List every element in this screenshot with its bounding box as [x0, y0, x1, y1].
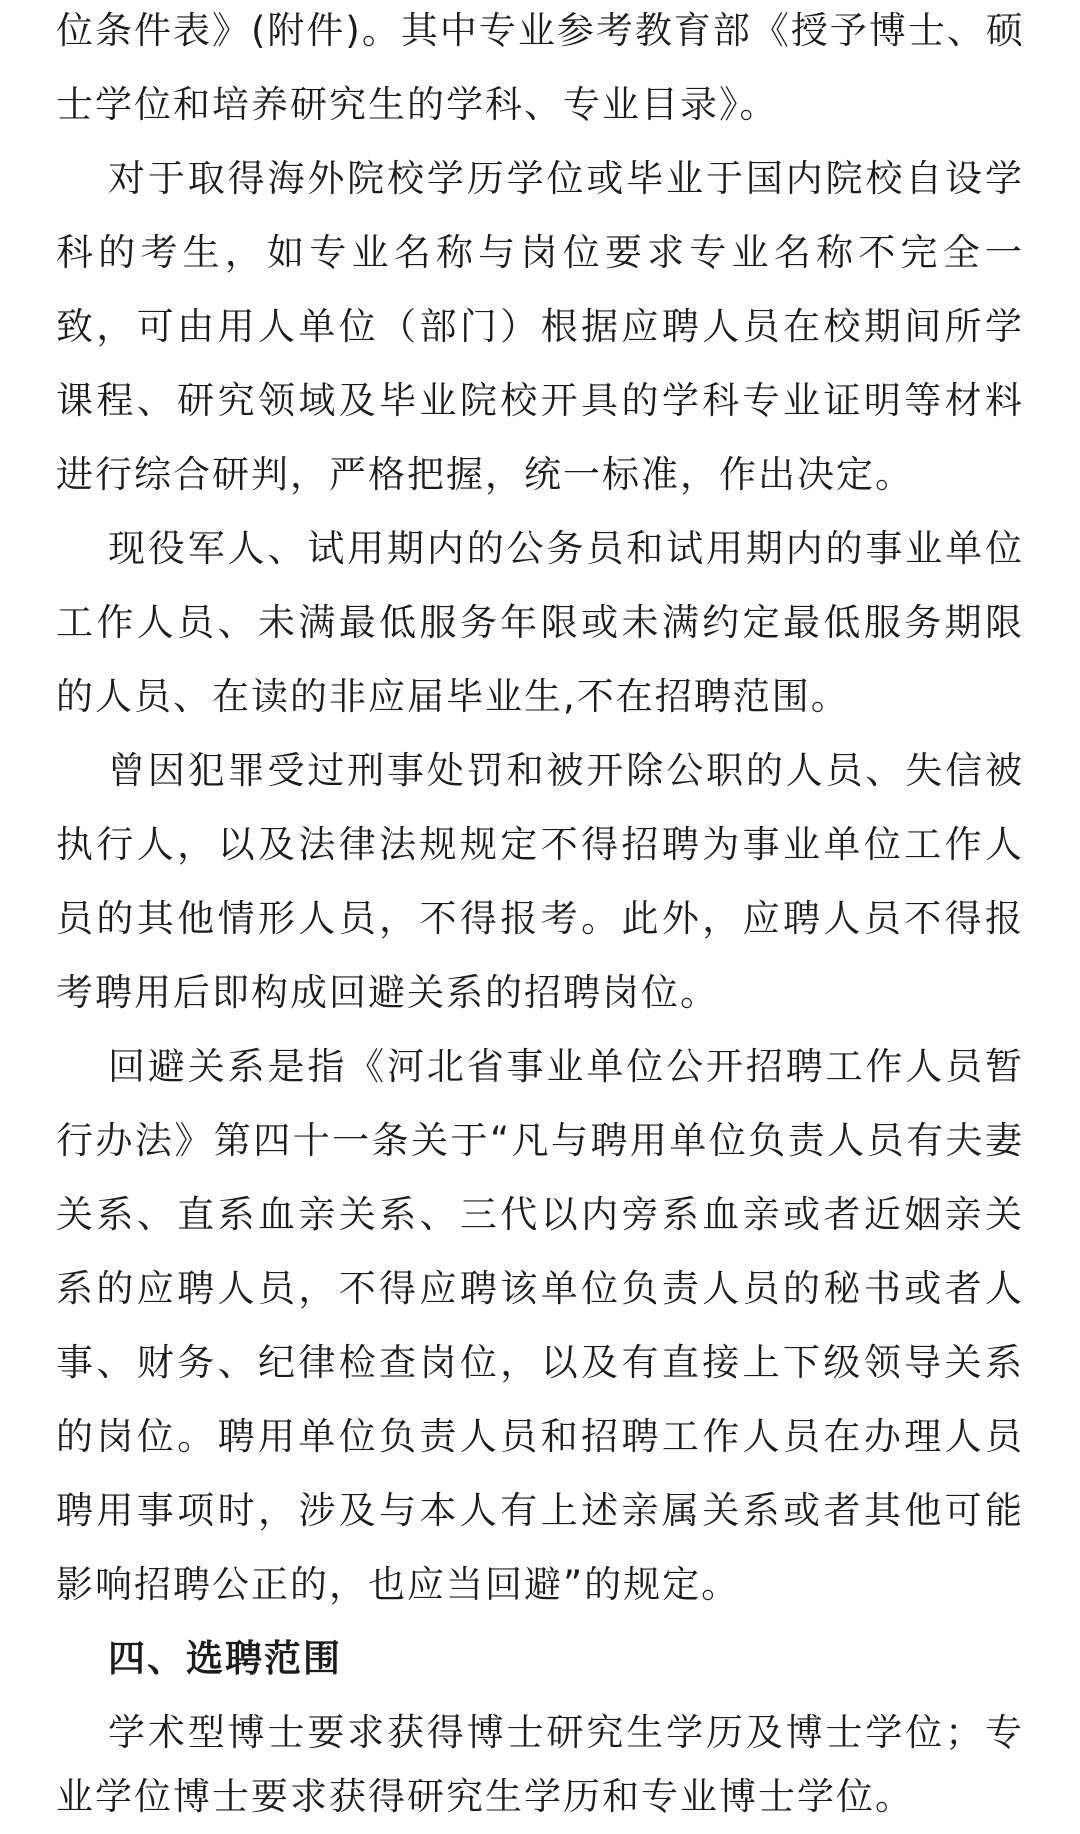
paragraph-first-line: 回避关系是指《河北省事业单位公开招聘工作人员暂 [108, 1045, 1024, 1088]
text-line: 致，可由用人单位（部门）根据应聘人员在校期间所学 [56, 305, 1024, 348]
text-line: 员的其他情形人员，不得报考。此外，应聘人员不得报 [56, 897, 1024, 940]
text-line: 事、财务、纪律检查岗位，以及有直接上下级领导关系 [56, 1341, 1024, 1384]
text-line: 课程、研究领域及毕业院校开具的学科专业证明等材料 [56, 379, 1024, 422]
paragraph-first-line: 现役军人、试用期内的公务员和试用期内的事业单位 [108, 527, 1024, 570]
paragraph-first-line: 对于取得海外院校学历学位或毕业于国内院校自设学 [108, 157, 1024, 200]
text-line: 业学位博士要求获得研究生学历和专业博士学位。 [56, 1775, 914, 1818]
text-line: 工作人员、未满最低服务年限或未满约定最低服务期限 [56, 601, 1024, 644]
text-line: 行办法》第四十一条关于“凡与聘用单位负责人员有夫妻 [56, 1119, 1024, 1162]
text-line: 的岗位。聘用单位负责人员和招聘工作人员在办理人员 [56, 1415, 1024, 1458]
text-line: 进行综合研判，严格把握，统一标准，作出决定。 [56, 453, 914, 496]
text-line: 聘用事项时，涉及与本人有上述亲属关系或者其他可能 [56, 1489, 1024, 1532]
text-line: 关系、直系血亲关系、三代以内旁系血亲或者近姻亲关 [56, 1193, 1024, 1236]
text-line: 位条件表》(附件)。其中专业参考教育部《授予博士、硕 [56, 9, 1025, 52]
text-line: 科的考生，如专业名称与岗位要求专业名称不完全一 [56, 231, 1024, 274]
text-line: 考聘用后即构成回避关系的招聘岗位。 [56, 971, 719, 1014]
paragraph-first-line: 学术型博士要求获得博士研究生学历及博士学位；专 [108, 1711, 1024, 1754]
text-line: 执行人，以及法律法规规定不得招聘为事业单位工作人 [56, 823, 1024, 866]
section-heading: 四、选聘范围 [108, 1637, 342, 1680]
text-line: 士学位和培养研究生的学科、专业目录》。 [56, 83, 779, 126]
text-line: 影响招聘公正的，也应当回避”的规定。 [56, 1563, 741, 1606]
text-line: 的人员、在读的非应届毕业生,不在招聘范围。 [56, 675, 850, 718]
text-line: 系的应聘人员，不得应聘该单位负责人员的秘书或者人 [56, 1267, 1024, 1310]
paragraph-first-line: 曾因犯罪受过刑事处罚和被开除公职的人员、失信被 [108, 749, 1024, 792]
